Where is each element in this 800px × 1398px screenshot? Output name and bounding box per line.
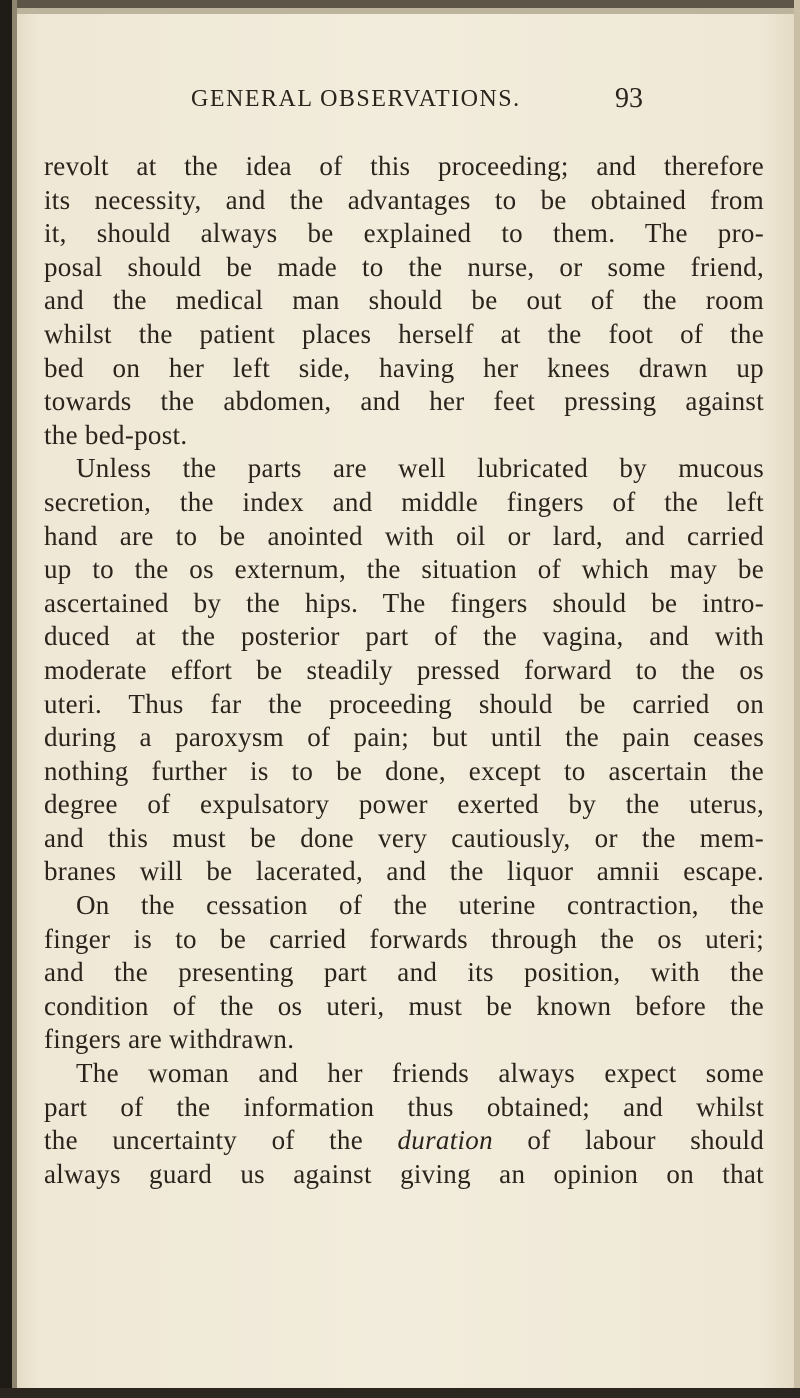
text-line: degree of expulsatory power exerted by the uterus, [44, 789, 764, 820]
text-line: duced at the posterior part of the vagina, and with [44, 621, 764, 652]
page-binding-shadow [12, 0, 17, 1398]
text-line: On the cessation of the uterine contraction, the [76, 890, 764, 921]
text-line: it, should always be explained to them. The pro- [44, 218, 764, 249]
text-line: up to the os externum, the situation of which may be [44, 554, 764, 585]
text-line: uteri. Thus far the proceeding should be carried on [44, 688, 764, 719]
text-line: nothing further is to be done, except to ascertain the [44, 755, 764, 786]
text-line: always guard us against giving an opinion on that [44, 1158, 764, 1189]
text-line: The woman and her friends always expect some [76, 1058, 764, 1089]
text-line: towards the abdomen, and her feet pressing against [44, 386, 764, 417]
text-line: the uncertainty of the duration of labour should [44, 1125, 764, 1156]
page-bottom-edge [0, 1388, 800, 1398]
text-line: hand are to be anointed with oil or lard, and carried [44, 520, 764, 551]
text-line: secretion, the index and middle fingers of the left [44, 486, 764, 517]
text-line: bed on her left side, having her knees drawn up [44, 352, 764, 383]
text-line: finger is to be carried forwards through the os uteri; [44, 923, 764, 954]
text-line: its necessity, and the advantages to be obtained from [44, 184, 764, 215]
text-line: the bed-post. [44, 419, 188, 450]
page-binding-edge [0, 0, 12, 1398]
text-line: and this must be done very cautiously, or the mem- [44, 822, 764, 853]
page-number: 93 [615, 83, 643, 114]
italic-word: duration [397, 1125, 493, 1156]
body-text [44, 150, 764, 1191]
text-line: during a paroxysm of pain; but until the pain ceases [44, 722, 764, 753]
page-header [0, 83, 800, 126]
text-line: posal should be made to the nurse, or some friend, [44, 251, 764, 282]
page-top-shadow [0, 8, 800, 14]
text-line: moderate effort be steadily pressed forward to the os [44, 654, 764, 685]
text-line: branes will be lacerated, and the liquor amnii escape. [44, 856, 764, 887]
text-line: condition of the os uteri, must be known before the [44, 990, 764, 1021]
page-top-edge [0, 0, 800, 8]
running-head: GENERAL OBSERVATIONS. [191, 86, 521, 112]
text-line: ascertained by the hips. The fingers should be intro- [44, 587, 764, 618]
text-line: whilst the patient places herself at the foot of the [44, 318, 764, 349]
text-line: revolt at the idea of this proceeding; and therefore [44, 151, 764, 181]
text-line: part of the information thus obtained; and whilst [44, 1091, 764, 1122]
text-line: and the medical man should be out of the room [44, 285, 764, 316]
page-right-edge [794, 0, 800, 1398]
text-line: Unless the parts are well lubricated by mucous [76, 453, 764, 484]
text-line: and the presenting part and its position, with the [44, 957, 764, 988]
text-line: fingers are withdrawn. [44, 1024, 295, 1055]
